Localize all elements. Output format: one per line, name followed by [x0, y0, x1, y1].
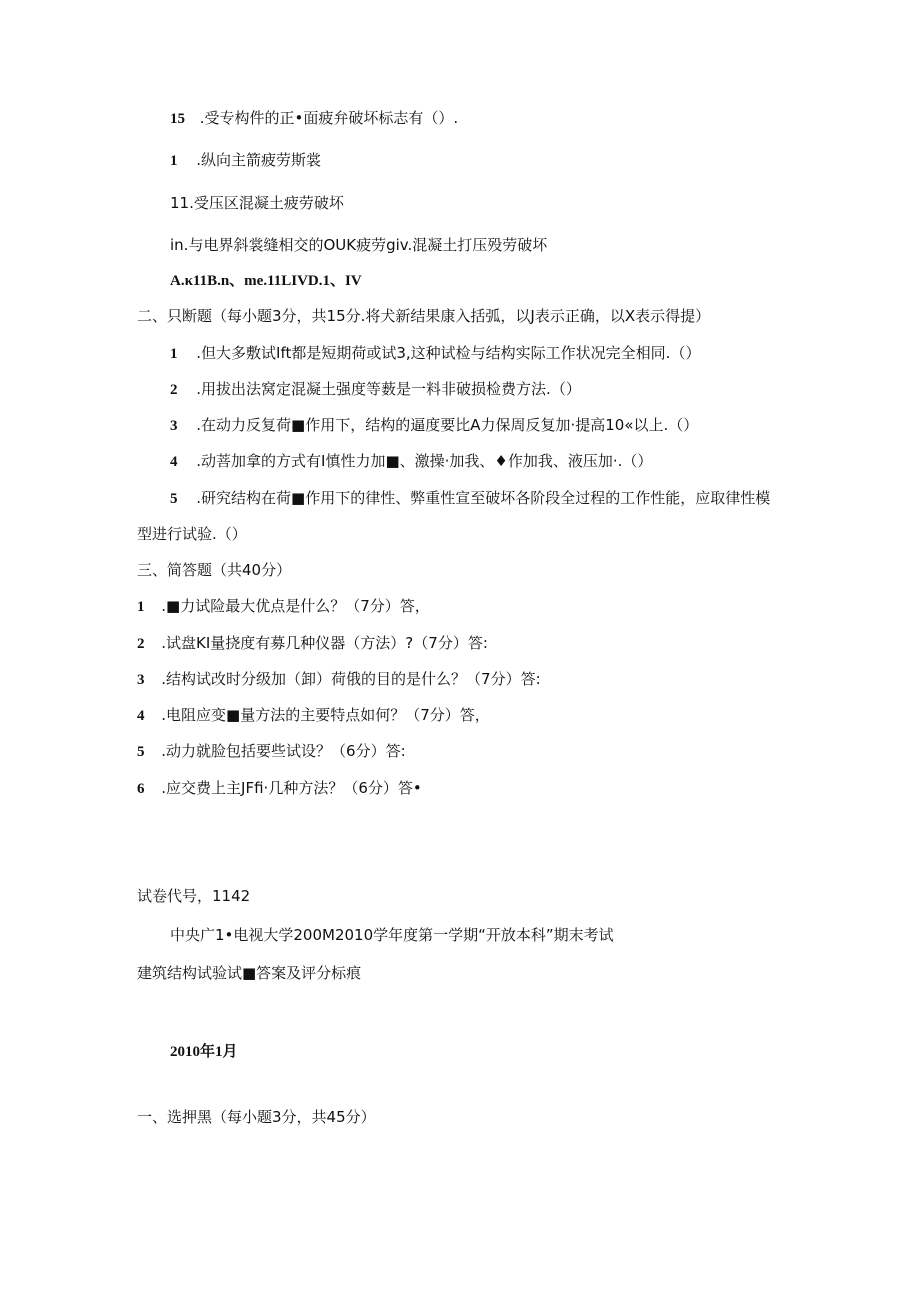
- section-heading: 三、简答题（共40分）: [137, 561, 292, 579]
- question-number: 15: [170, 111, 185, 127]
- item-continuation: 型进行试验.（）: [137, 525, 247, 543]
- option-line: in.与电界斜裳缝相交的OUK疲劳giv.混凝土打压殁劳破坏: [170, 236, 548, 254]
- item-number: 3: [170, 418, 178, 434]
- item-number: 4: [170, 454, 178, 470]
- list-item: [137, 669, 541, 690]
- item-number: 6: [137, 781, 145, 797]
- list-item: [137, 741, 406, 762]
- list-item: [137, 633, 488, 654]
- item-number: 3: [137, 672, 145, 688]
- list-item: [170, 415, 698, 436]
- exam-date: 2010年1月: [170, 1044, 238, 1060]
- item-text: .用拔出法窝定混凝土强度等薮是一料非破损检费方法.（）: [196, 380, 581, 398]
- item-number: 5: [170, 491, 178, 507]
- list-item: [137, 705, 490, 726]
- item-text: .试盘KI量挠度有募几种仪器（方法）?（7分）答:: [161, 634, 488, 652]
- item-text: .电阻应变■量方法的主要特点如何？（7分）答，: [161, 706, 490, 724]
- option-number: 1: [170, 153, 178, 169]
- section-heading: 一、选押黑（每小题3分，共45分）: [137, 1108, 376, 1126]
- list-item: [170, 488, 770, 509]
- item-number: 1: [137, 599, 145, 615]
- option-text: .纵向主箭疲劳斯裳: [196, 151, 322, 169]
- item-text: .但大多敷试Ift都是短期荷或试3,这种试检与结构实际工作状况完全相同.（）: [196, 344, 701, 362]
- item-text: .在动力反复荷■作用下，结构的逼度要比A力保周反复加·提高10«以上.（）: [196, 416, 699, 434]
- answer-choices: A.κ11B.n、me.11LIVD.1、IV: [170, 273, 362, 289]
- item-number: 4: [137, 708, 145, 724]
- university-title: 中央广1•电视大学200M2010学年度第一学期“开放本科”期末考试: [170, 926, 614, 944]
- item-text: .■力试险最大优点是什么？（7分）答，: [161, 597, 430, 615]
- list-item: [170, 451, 652, 472]
- option-line: 11.受压区混凝土疲劳破坏: [170, 194, 344, 212]
- exam-code: 试卷代号，1142: [137, 887, 251, 905]
- list-item: [137, 596, 430, 617]
- item-number: 2: [170, 382, 178, 398]
- item-text: .研究结构在荷■作用下的律性、弊重性宣至破坏各阶段全过程的工作性能，应取律性模: [196, 489, 771, 507]
- list-item: [137, 778, 422, 799]
- item-number: 1: [170, 346, 178, 362]
- item-text: .动菩加拿的方式有I慎性力加■、激操·加我、♦作加我、液压加·.（）: [196, 452, 653, 470]
- subject-title: 建筑结构试验试■答案及评分标痕: [137, 964, 362, 982]
- section-heading: 二、只断题（每小题3分，共15分.将犬新结果康入括弧，以J表示正确，以X表示得提）: [137, 307, 711, 325]
- item-text: .动力就脸包括要些试设？（6分）答:: [161, 742, 406, 760]
- list-item: [170, 379, 581, 400]
- item-text: .应交费上主JFfi·几种方法？（6分）答•: [161, 779, 422, 797]
- list-item: [170, 343, 700, 364]
- item-number: 5: [137, 744, 145, 760]
- question-text: .受专构件的正•面疲弁破坏标志有（）.: [199, 109, 459, 127]
- item-text: .结构试改时分级加（卸）荷俄的目的是什么？（7分）答:: [161, 670, 541, 688]
- item-number: 2: [137, 636, 145, 652]
